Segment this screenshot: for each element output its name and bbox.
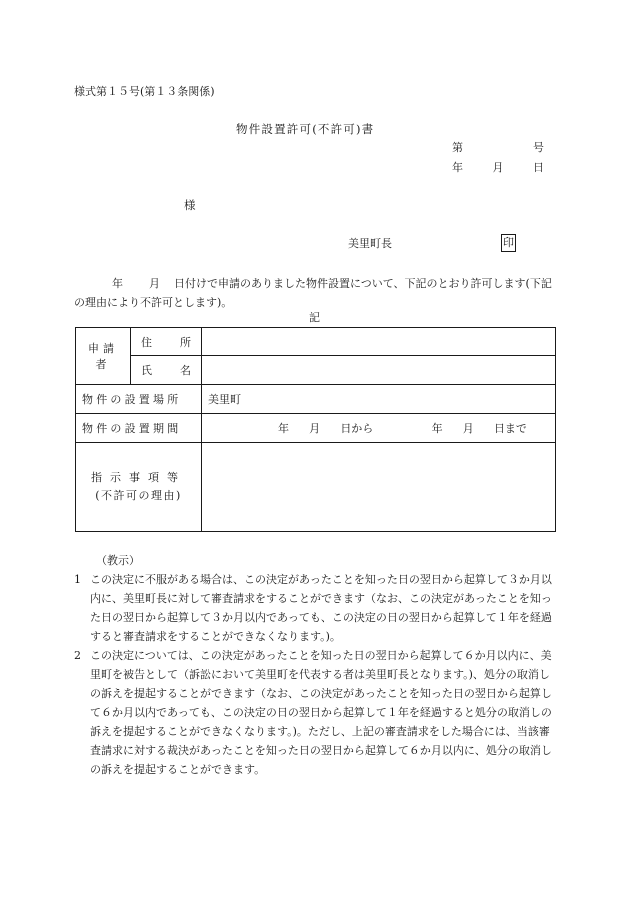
body-month: 月 <box>149 277 160 290</box>
address-value[interactable] <box>202 328 556 356</box>
instruction-number: 1 <box>74 573 81 586</box>
instructions-heading: （教示） <box>96 554 140 567</box>
period-end-month: 月 <box>462 422 474 435</box>
body-text: 日付けで申請のありました物件設置について、下記のとおり許可します(下記の理由により不許可とします)。 <box>74 277 552 309</box>
instruction-text: この決定に不服がある場合は、この決定があったことを知った日の翌日から起算して３か月以内に、美里町長に対して審査請求をすることができます（なお、この決定があったことを知った日の翌日から起算して３か月以内であっても、この決定の日の翌日から起算して１年を経過すると審査請求をすることができなくなります。)。 <box>90 573 552 643</box>
instructions-list <box>74 570 552 779</box>
issuer-name: 美里町長 <box>348 237 392 250</box>
address-label: 住 所 <box>131 328 202 356</box>
permit-details-table <box>75 327 556 532</box>
document-number-line <box>452 142 544 153</box>
notes-value[interactable] <box>202 443 556 532</box>
number-prefix: 第 <box>452 141 463 154</box>
location-value[interactable]: 美里町 <box>202 385 556 414</box>
notes-label-sub: (不許可の理由) <box>95 489 182 502</box>
date-month: 月 <box>492 161 504 174</box>
period-end-day: 日まで <box>493 422 527 435</box>
seal-stamp-box: 印 <box>501 234 516 252</box>
body-paragraph <box>74 274 552 312</box>
instruction-number: 2 <box>74 649 81 662</box>
date-year: 年 <box>452 161 463 174</box>
number-suffix: 号 <box>533 141 544 154</box>
period-value[interactable] <box>202 414 556 443</box>
body-year: 年 <box>112 277 123 290</box>
name-label: 氏 名 <box>131 356 202 385</box>
notes-label-main: 指示事項等 <box>91 471 186 484</box>
instruction-text: この決定については、この決定があったことを知った日の翌日から起算して６か月以内に、美里町を被告として（訴訟において美里町を代表する者は美里町長となります。)、処分の取消しの訴えを提起することができます（なお、この決定があったことを知った日の翌日から起算して６か月以内であっても、この決定の日の翌日から起算して１年を経過すると処分の取消しの訴えを提起することができなくなります。)。ただし、上記の審査請求をした場合には、当該審査請求に対する裁決があったことを知った日の翌日から起算して６か月以内に、処分の取消しの訴えを提起することができます。 <box>90 649 552 776</box>
name-value[interactable] <box>202 356 556 385</box>
period-start-year: 年 <box>278 422 289 435</box>
notes-label <box>76 443 202 532</box>
instruction-item <box>74 570 552 646</box>
period-start-month: 月 <box>309 422 321 435</box>
ki-heading: 記 <box>309 311 320 324</box>
form-number: 様式第１５号(第１３条関係) <box>74 85 215 98</box>
period-label: 物件の設置期間 <box>76 414 202 443</box>
period-start-day: 日から <box>340 422 374 435</box>
location-label: 物件の設置場所 <box>76 385 202 414</box>
document-title: 物件設置許可(不許可)書 <box>236 122 375 136</box>
applicant-label: 申請者 <box>76 328 131 385</box>
period-end-year: 年 <box>431 422 443 435</box>
issue-date-line <box>452 162 544 173</box>
recipient-honorific: 様 <box>184 198 196 212</box>
date-day: 日 <box>533 161 544 174</box>
instruction-item <box>74 646 552 779</box>
